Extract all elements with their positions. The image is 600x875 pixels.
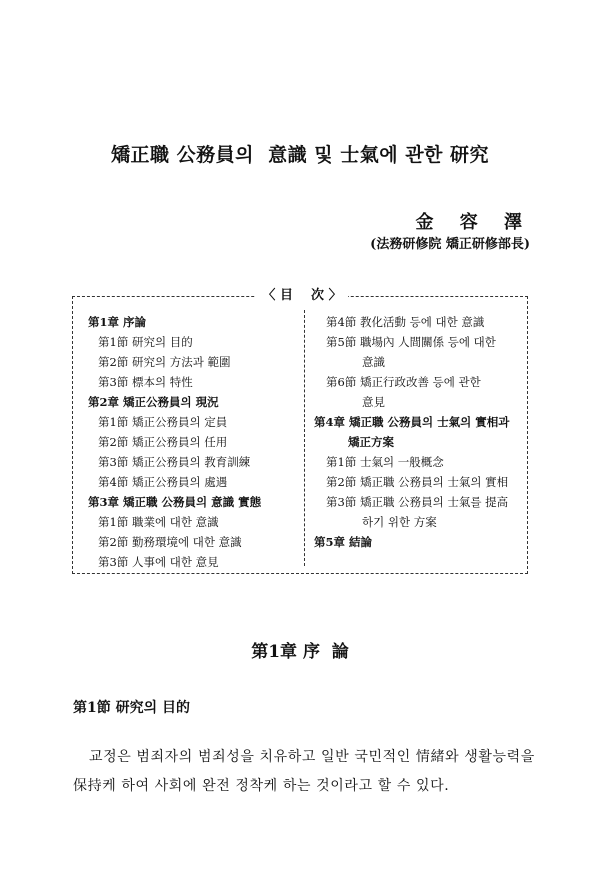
toc-entry: 第4節 教化活動 등에 대한 意識 [326,315,485,329]
toc-column-divider [304,310,305,566]
toc-entry: 意見 [362,395,385,409]
toc-entry: 第3節 人事에 대한 意見 [98,555,219,569]
toc-entry: 第2節 勤務環境에 대한 意識 [98,535,242,549]
toc-entry: 矯正方案 [348,435,394,449]
body-text-line: 保持케 하여 사회에 완전 정착케 하는 것이라고 할 수 있다. [73,778,450,794]
body-text-line: 교정은 범죄자의 범죄성을 치유하고 일반 국민적인 情緒와 생활능력을 [89,749,535,765]
toc-entry: 意識 [362,355,385,369]
toc-entry: 第4節 矯正公務員의 處遇 [98,475,228,489]
author-affiliation: (法務研修院 矯正研修部長) [370,237,530,252]
toc-entry: 하기 위한 方案 [362,515,437,529]
toc-entry: 第5章 結論 [314,535,373,549]
toc-entry: 第3節 標本의 特性 [98,375,193,389]
toc-entry: 第3節 矯正職 公務員의 士氣를 提高 [326,495,509,509]
toc-header: 〈 目 次 〉 [256,286,348,306]
toc-entry: 第1節 研究의 目的 [98,335,193,349]
toc-entry: 第6節 矯正行政改善 등에 관한 [326,375,481,389]
toc-entry: 第1節 矯正公務員의 定員 [98,415,228,429]
chapter-heading: 第1章 序 論 [251,642,349,662]
paper-title: 矯正職 公務員의 意識 및 士氣에 관한 研究 [110,144,490,166]
toc-entry: 第3節 矯正公務員의 教育訓練 [98,455,251,469]
toc-entry: 第3章 矯正職 公務員의 意識 實態 [88,495,262,509]
toc-entry: 第2節 矯正職 公務員의 士氣의 實相 [326,475,509,489]
toc-entry: 第4章 矯正職 公務員의 士氣의 實相과 [314,415,510,429]
toc-entry: 第1節 士氣의 一般概念 [326,455,444,469]
toc-entry: 第1章 序論 [88,315,147,329]
author-name: 金 容 澤 [415,212,532,233]
toc-entry: 第2章 矯正公務員의 現況 [88,395,219,409]
toc-entry: 第1節 職業에 대한 意識 [98,515,219,529]
toc-entry: 第5節 職場內 人間關係 등에 대한 [326,335,496,349]
toc-entry: 第2節 研究의 方法과 範圍 [98,355,231,369]
section-heading: 第1節 研究의 目的 [73,700,191,716]
toc-entry: 第2節 矯正公務員의 任用 [98,435,228,449]
